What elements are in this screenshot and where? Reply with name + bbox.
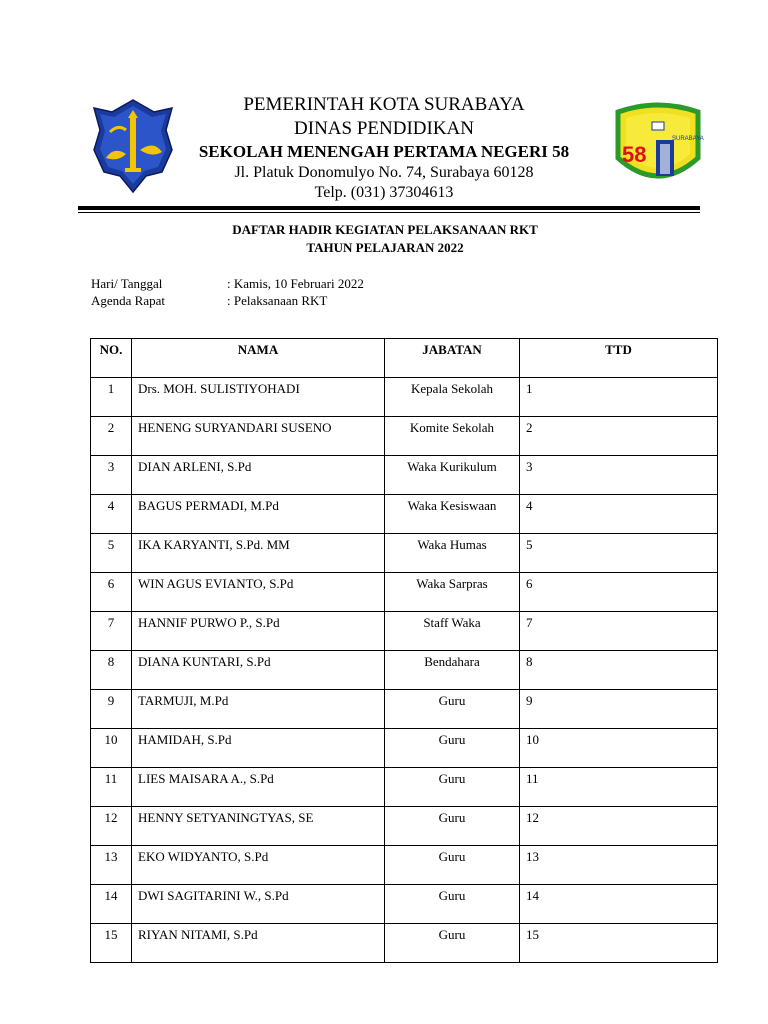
column-header-no: NO.: [91, 339, 132, 378]
cell-no: 8: [91, 651, 132, 690]
surabaya-city-emblem-icon: [92, 98, 174, 194]
cell-nama: Drs. MOH. SULISTIYOHADI: [132, 378, 385, 417]
cell-jabatan: Guru: [385, 924, 520, 963]
cell-ttd: 1: [520, 378, 718, 417]
letterhead-thick-rule: [78, 206, 700, 210]
table-row: [91, 690, 718, 729]
cell-no: 12: [91, 807, 132, 846]
table-row: [91, 924, 718, 963]
cell-nama: DIANA KUNTARI, S.Pd: [132, 651, 385, 690]
info-agenda-row: [91, 293, 328, 309]
cell-nama: LIES MAISARA A., S.Pd: [132, 768, 385, 807]
cell-nama: TARMUJI, M.Pd: [132, 690, 385, 729]
cell-jabatan: Waka Humas: [385, 534, 520, 573]
attendance-rows: [91, 378, 718, 963]
svg-text:SURABAYA: SURABAYA: [672, 136, 704, 142]
cell-no: 14: [91, 885, 132, 924]
table-row: [91, 534, 718, 573]
cell-no: 11: [91, 768, 132, 807]
letterhead-thin-rule: [78, 212, 700, 213]
table-row: [91, 807, 718, 846]
cell-no: 7: [91, 612, 132, 651]
table-row: [91, 768, 718, 807]
cell-no: 15: [91, 924, 132, 963]
table-header-row: [91, 339, 718, 378]
cell-ttd: 2: [520, 417, 718, 456]
cell-jabatan: Waka Kurikulum: [385, 456, 520, 495]
info-date-row: [91, 276, 364, 292]
cell-nama: DWI SAGITARINI W., S.Pd: [132, 885, 385, 924]
cell-no: 3: [91, 456, 132, 495]
cell-jabatan: Komite Sekolah: [385, 417, 520, 456]
document-title: DAFTAR HADIR KEGIATAN PELAKSANAAN RKT: [232, 222, 538, 237]
cell-ttd: 12: [520, 807, 718, 846]
cell-no: 5: [91, 534, 132, 573]
table-row: [91, 885, 718, 924]
column-header-ttd: TTD: [520, 339, 718, 378]
cell-no: 9: [91, 690, 132, 729]
cell-nama: BAGUS PERMADI, M.Pd: [132, 495, 385, 534]
cell-nama: HENNY SETYANINGTYAS, SE: [132, 807, 385, 846]
cell-nama: DIAN ARLENI, S.Pd: [132, 456, 385, 495]
cell-ttd: 10: [520, 729, 718, 768]
header-department-name: DINAS PENDIDIKAN: [294, 118, 474, 139]
header-phone: Telp. (031) 37304613: [314, 184, 454, 201]
info-date-value: : Kamis, 10 Februari 2022: [227, 276, 364, 291]
table-row: [91, 651, 718, 690]
cell-nama: IKA KARYANTI, S.Pd. MM: [132, 534, 385, 573]
table-row: [91, 456, 718, 495]
header-address: Jl. Platuk Donomulyo No. 74, Surabaya 60128: [234, 164, 534, 181]
cell-jabatan: Guru: [385, 768, 520, 807]
table-row: [91, 729, 718, 768]
column-header-nama: NAMA: [132, 339, 385, 378]
cell-jabatan: Waka Kesiswaan: [385, 495, 520, 534]
cell-nama: EKO WIDYANTO, S.Pd: [132, 846, 385, 885]
table-row: [91, 495, 718, 534]
cell-ttd: 6: [520, 573, 718, 612]
cell-jabatan: Guru: [385, 729, 520, 768]
cell-jabatan: Staff Waka: [385, 612, 520, 651]
cell-nama: HENENG SURYANDARI SUSENO: [132, 417, 385, 456]
table-row: [91, 612, 718, 651]
column-header-jabatan: JABATAN: [385, 339, 520, 378]
cell-jabatan: Guru: [385, 807, 520, 846]
cell-jabatan: Guru: [385, 846, 520, 885]
header-school-name: SEKOLAH MENENGAH PERTAMA NEGERI 58: [198, 142, 570, 161]
smpn58-school-logo-icon: [612, 100, 704, 188]
cell-jabatan: Bendahara: [385, 651, 520, 690]
cell-ttd: 5: [520, 534, 718, 573]
cell-nama: WIN AGUS EVIANTO, S.Pd: [132, 573, 385, 612]
table-row: [91, 573, 718, 612]
cell-nama: RIYAN NITAMI, S.Pd: [132, 924, 385, 963]
svg-text:58: 58: [622, 142, 647, 167]
cell-no: 13: [91, 846, 132, 885]
document-subtitle: TAHUN PELAJARAN 2022: [306, 240, 464, 255]
cell-ttd: 9: [520, 690, 718, 729]
table-row: [91, 417, 718, 456]
cell-jabatan: Guru: [385, 690, 520, 729]
cell-jabatan: Kepala Sekolah: [385, 378, 520, 417]
cell-ttd: 4: [520, 495, 718, 534]
cell-jabatan: Guru: [385, 885, 520, 924]
cell-ttd: 14: [520, 885, 718, 924]
table-row: [91, 378, 718, 417]
cell-ttd: 7: [520, 612, 718, 651]
cell-ttd: 11: [520, 768, 718, 807]
header-government-name: PEMERINTAH KOTA SURABAYA: [243, 94, 525, 115]
cell-no: 10: [91, 729, 132, 768]
cell-no: 4: [91, 495, 132, 534]
info-date-label: Hari/ Tanggal: [91, 276, 163, 291]
info-agenda-label: Agenda Rapat: [91, 293, 166, 308]
cell-no: 6: [91, 573, 132, 612]
cell-ttd: 8: [520, 651, 718, 690]
cell-ttd: 15: [520, 924, 718, 963]
cell-no: 2: [91, 417, 132, 456]
cell-ttd: 13: [520, 846, 718, 885]
cell-no: 1: [91, 378, 132, 417]
info-agenda-value: : Pelaksanaan RKT: [227, 293, 328, 308]
cell-jabatan: Waka Sarpras: [385, 573, 520, 612]
cell-nama: HANNIF PURWO P., S.Pd: [132, 612, 385, 651]
cell-ttd: 3: [520, 456, 718, 495]
cell-nama: HAMIDAH, S.Pd: [132, 729, 385, 768]
table-row: [91, 846, 718, 885]
attendance-table: [90, 338, 718, 963]
